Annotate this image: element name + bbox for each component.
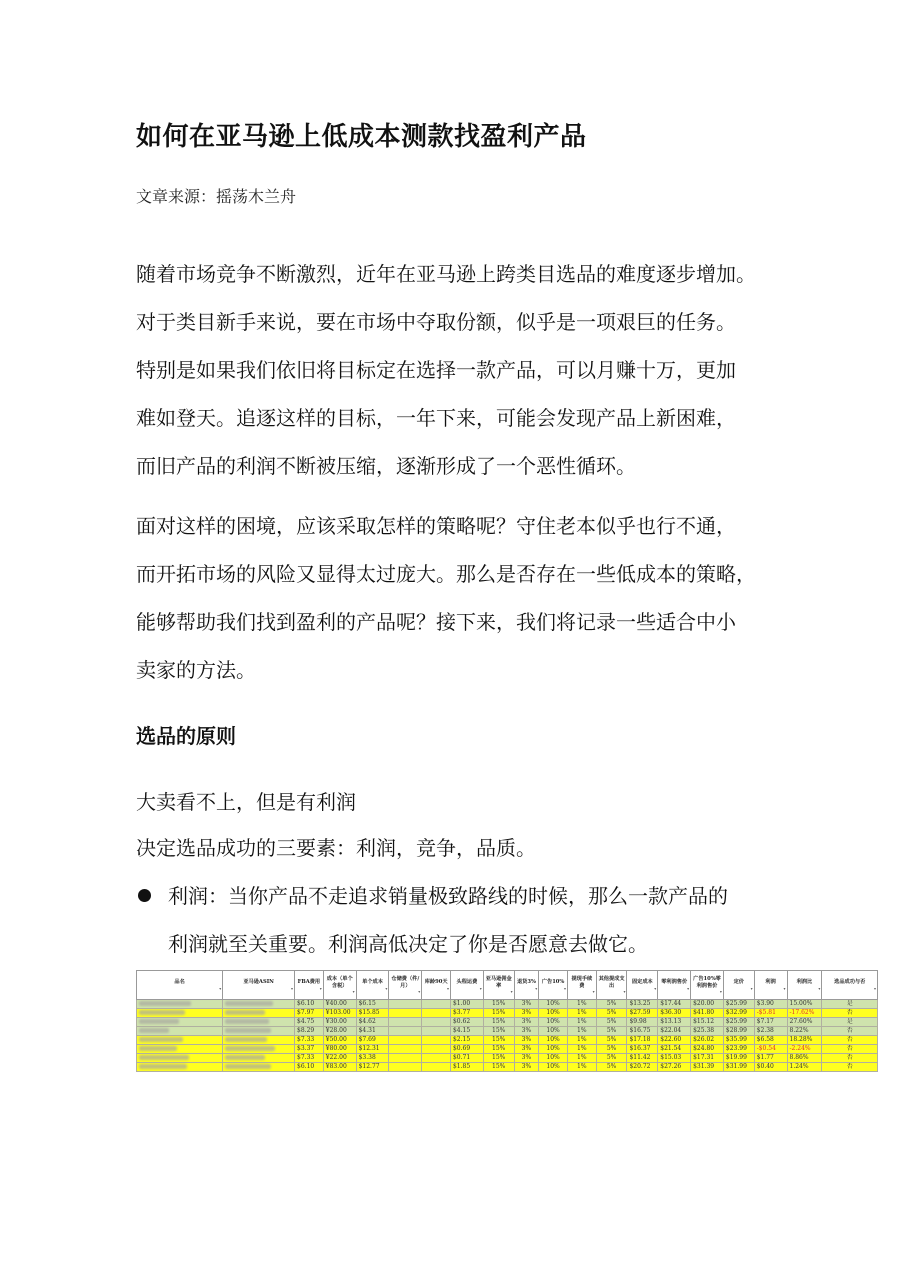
table-cell[interactable]: 5% — [596, 1018, 627, 1027]
table-cell[interactable]: $3.77 — [450, 1009, 483, 1018]
table-cell[interactable]: $4.15 — [450, 1027, 483, 1036]
column-header-label: 亚马逊ASIN — [243, 979, 274, 986]
column-header-label: FBA费用 — [297, 979, 321, 986]
table-cell[interactable] — [389, 1054, 422, 1063]
table-cell[interactable]: $1.00 — [450, 1000, 483, 1009]
table-cell[interactable]: 15% — [483, 1027, 514, 1036]
column-header-label: 品名 — [174, 979, 185, 986]
table-cell[interactable] — [422, 1063, 451, 1072]
table-row — [137, 1054, 878, 1063]
table-cell[interactable]: $23.99 — [723, 1045, 754, 1054]
table-row — [137, 1009, 878, 1018]
table-cell[interactable]: 3% — [514, 1009, 539, 1018]
filter-dropdown-icon[interactable]: ▾ — [750, 985, 753, 991]
bullet-text-line: 利润就至关重要。利润高低决定了你是否愿意去做它。 — [168, 932, 648, 956]
table-body — [137, 1000, 878, 1072]
table-cell[interactable]: 15% — [483, 1045, 514, 1054]
table-cell[interactable]: 1.24% — [787, 1063, 822, 1072]
redacted-text — [225, 1046, 275, 1051]
table-cell[interactable]: 1% — [567, 1009, 596, 1018]
column-header[interactable] — [596, 971, 627, 1000]
table-cell[interactable]: 15% — [483, 1054, 514, 1063]
table-cell[interactable]: $0.62 — [450, 1018, 483, 1027]
table-cell[interactable] — [422, 1054, 451, 1063]
filter-dropdown-icon[interactable]: ▾ — [319, 985, 322, 991]
table-cell[interactable] — [389, 1018, 422, 1027]
redacted-text — [225, 1028, 271, 1033]
table-cell[interactable]: 1% — [567, 1036, 596, 1045]
bullet-dot-icon — [138, 889, 151, 902]
table-cell[interactable]: $16.37 — [627, 1045, 658, 1054]
table-cell[interactable]: 15% — [483, 1036, 514, 1045]
table-cell[interactable] — [389, 1000, 422, 1009]
table-cell[interactable]: $25.38 — [691, 1027, 724, 1036]
filter-dropdown-icon[interactable]: ▾ — [291, 985, 294, 991]
table-cell[interactable]: ¥30.00 — [323, 1018, 356, 1027]
text-line: 随着市场竞争不断激烈，近年在亚马逊上跨类目选品的难度逐步增加。 — [136, 262, 756, 286]
table-cell[interactable] — [389, 1009, 422, 1018]
table-cell[interactable]: $27.59 — [627, 1009, 658, 1018]
redacted-text — [225, 1055, 265, 1060]
filter-dropdown-icon[interactable]: ▾ — [783, 985, 786, 991]
table-cell[interactable]: 否 — [822, 1063, 878, 1072]
text-line: 难如登天。追逐这样的目标，一年下来，可能会发现产品上新困难， — [136, 406, 736, 430]
table-cell[interactable]: 3% — [514, 1000, 539, 1009]
table-cell[interactable]: 3% — [514, 1027, 539, 1036]
table-cell[interactable]: 5% — [596, 1063, 627, 1072]
table-cell[interactable]: $32.99 — [723, 1009, 754, 1018]
table-cell[interactable]: $41.80 — [691, 1009, 724, 1018]
table-cell[interactable] — [223, 1009, 295, 1018]
table-cell[interactable]: 3% — [514, 1036, 539, 1045]
table-cell[interactable]: $17.31 — [691, 1054, 724, 1063]
table-cell[interactable]: 1% — [567, 1054, 596, 1063]
table-cell[interactable]: 10% — [539, 1036, 568, 1045]
table-cell[interactable] — [389, 1036, 422, 1045]
table-cell[interactable] — [422, 1000, 451, 1009]
table-cell[interactable]: ¥28.00 — [323, 1027, 356, 1036]
redacted-text — [225, 1037, 267, 1042]
redacted-text — [139, 1064, 187, 1069]
table-cell[interactable]: $1.85 — [450, 1063, 483, 1072]
table-cell[interactable]: $7.17 — [754, 1018, 787, 1027]
redacted-text — [139, 1037, 183, 1042]
table-cell[interactable]: 15% — [483, 1018, 514, 1027]
table-cell[interactable]: $15.12 — [691, 1018, 724, 1027]
table-cell[interactable]: $2.15 — [450, 1036, 483, 1045]
table-cell[interactable]: -$5.81 — [754, 1009, 787, 1018]
table-row — [137, 1036, 878, 1045]
column-header-label: 提现手续费 — [571, 976, 593, 989]
redacted-text — [139, 1028, 169, 1033]
table-cell[interactable] — [422, 1045, 451, 1054]
table-cell[interactable]: 否 — [822, 1036, 878, 1045]
table-cell[interactable]: 1% — [567, 1027, 596, 1036]
table-cell[interactable] — [422, 1027, 451, 1036]
table-cell[interactable]: 10% — [539, 1027, 568, 1036]
table-cell[interactable] — [137, 1018, 223, 1027]
article-source: 文章来源：摇荡木兰舟 — [136, 187, 297, 206]
table-cell[interactable] — [223, 1000, 295, 1009]
filter-dropdown-icon[interactable]: ▾ — [818, 985, 821, 991]
table-cell[interactable]: 15% — [483, 1009, 514, 1018]
table-cell[interactable]: ¥40.00 — [323, 1000, 356, 1009]
redacted-text — [139, 1046, 177, 1051]
table-cell[interactable]: 15.00% — [787, 1000, 822, 1009]
column-header[interactable] — [514, 971, 539, 1000]
table-cell[interactable]: $15.85 — [356, 1009, 389, 1018]
table-cell[interactable] — [422, 1036, 451, 1045]
text-line: 而旧产品的利润不断被压缩，逐渐形成了一个恶性循环。 — [136, 454, 636, 478]
table-cell[interactable]: $22.04 — [658, 1027, 691, 1036]
paragraph-intro — [136, 250, 786, 490]
column-header[interactable] — [323, 971, 356, 1000]
redacted-text — [225, 1064, 271, 1069]
text-line: 面对这样的困境，应该采取怎样的策略呢？守住老本似乎也行不通， — [136, 514, 736, 538]
table-cell[interactable] — [223, 1027, 295, 1036]
table-cell[interactable]: 10% — [539, 1009, 568, 1018]
filter-dropdown-icon[interactable]: ▾ — [385, 985, 388, 991]
table-row — [137, 1018, 878, 1027]
table-cell[interactable] — [422, 1009, 451, 1018]
table-cell[interactable]: 15% — [483, 1000, 514, 1009]
column-header[interactable] — [137, 971, 223, 1000]
table-cell[interactable]: 5% — [596, 1000, 627, 1009]
table-cell[interactable]: $31.99 — [723, 1063, 754, 1072]
table-cell[interactable]: 是 — [822, 1018, 878, 1027]
table-cell[interactable]: $27.26 — [658, 1063, 691, 1072]
redacted-text — [139, 1001, 191, 1006]
table-cell[interactable]: 3% — [514, 1063, 539, 1072]
redacted-text — [139, 1055, 189, 1060]
table-cell[interactable]: $25.99 — [723, 1018, 754, 1027]
table-cell[interactable] — [137, 1009, 223, 1018]
table-row — [137, 1063, 878, 1072]
table-cell[interactable]: $20.00 — [691, 1000, 724, 1009]
table-cell[interactable]: $6.10 — [295, 1000, 324, 1009]
table-cell[interactable]: 10% — [539, 1018, 568, 1027]
column-header[interactable] — [539, 971, 568, 1000]
table-cell[interactable]: 否 — [822, 1027, 878, 1036]
filter-dropdown-icon[interactable]: ▾ — [687, 985, 690, 991]
table-cell[interactable]: -$0.54 — [754, 1045, 787, 1054]
filter-dropdown-icon[interactable]: ▾ — [719, 989, 722, 994]
table-cell[interactable]: 5% — [596, 1045, 627, 1054]
table-cell[interactable]: $3.37 — [295, 1045, 324, 1054]
table-cell[interactable]: 1% — [567, 1018, 596, 1027]
filter-dropdown-icon[interactable]: ▾ — [352, 989, 355, 994]
column-header-label: 退货3% — [516, 979, 536, 986]
table-cell[interactable]: $4.75 — [295, 1018, 324, 1027]
table-cell[interactable]: 15% — [483, 1063, 514, 1072]
text-line: 卖家的方法。 — [136, 658, 256, 682]
table-cell[interactable]: $7.33 — [295, 1054, 324, 1063]
bullet-text-line: 利润：当你产品不走追求销量极致路线的时候，那么一款产品的 — [168, 884, 728, 908]
table-row — [137, 1027, 878, 1036]
table-cell[interactable]: $4.62 — [356, 1018, 389, 1027]
table-cell[interactable] — [137, 1027, 223, 1036]
filter-dropdown-icon[interactable]: ▾ — [563, 985, 566, 991]
text-line: 特别是如果我们依旧将目标定在选择一款产品，可以月赚十万，更加 — [136, 358, 736, 382]
table-cell[interactable] — [137, 1036, 223, 1045]
principle-line: 大卖看不上，但是有利润 — [136, 790, 356, 814]
column-header-label: 利润比 — [796, 979, 813, 986]
table-cell[interactable]: $6.15 — [356, 1000, 389, 1009]
table-cell[interactable]: $3.38 — [356, 1054, 389, 1063]
table-cell[interactable] — [137, 1063, 223, 1072]
table-cell[interactable]: $6.58 — [754, 1036, 787, 1045]
column-header[interactable] — [223, 971, 295, 1000]
table-cell[interactable]: $25.99 — [723, 1000, 754, 1009]
table-cell[interactable]: $0.69 — [450, 1045, 483, 1054]
spreadsheet-table — [136, 970, 878, 1072]
table-cell[interactable]: ¥50.00 — [323, 1036, 356, 1045]
table-header-row — [137, 971, 878, 1000]
table-cell[interactable]: $15.03 — [658, 1054, 691, 1063]
table-cell[interactable]: $20.72 — [627, 1063, 658, 1072]
table-cell[interactable]: 3% — [514, 1045, 539, 1054]
filter-dropdown-icon[interactable]: ▾ — [219, 985, 222, 991]
column-header-label: 库龄90天 — [424, 979, 448, 986]
table-cell[interactable]: 27.60% — [787, 1018, 822, 1027]
table-cell[interactable] — [422, 1018, 451, 1027]
column-header-label: 利润 — [765, 979, 776, 986]
column-header[interactable] — [627, 971, 658, 1000]
table-cell[interactable]: $12.77 — [356, 1063, 389, 1072]
column-header-label: 选品成功与否 — [834, 979, 866, 986]
table-cell[interactable]: 1% — [567, 1063, 596, 1072]
column-header[interactable] — [658, 971, 691, 1000]
table-cell[interactable]: $13.25 — [627, 1000, 658, 1009]
column-header-label: 仓储费（件/月） — [391, 976, 420, 989]
table-cell[interactable]: 否 — [822, 1054, 878, 1063]
table-cell[interactable]: 10% — [539, 1000, 568, 1009]
table-cell[interactable]: 8.86% — [787, 1054, 822, 1063]
three-factors-line: 决定选品成功的三要素：利润，竞争，品质。 — [136, 836, 536, 860]
table-cell[interactable]: 是 — [822, 1000, 878, 1009]
column-header-label: 单个成本 — [362, 979, 383, 986]
table-cell[interactable]: 5% — [596, 1027, 627, 1036]
table-cell[interactable]: $17.18 — [627, 1036, 658, 1045]
column-header[interactable] — [567, 971, 596, 1000]
table-cell[interactable]: $16.75 — [627, 1027, 658, 1036]
redacted-text — [225, 1001, 273, 1006]
column-header[interactable] — [450, 971, 483, 1000]
column-header[interactable] — [754, 971, 787, 1000]
filter-dropdown-icon[interactable]: ▾ — [446, 985, 449, 991]
table-cell[interactable] — [223, 1045, 295, 1054]
column-header[interactable] — [295, 971, 324, 1000]
table-cell[interactable]: 8.22% — [787, 1027, 822, 1036]
table-cell[interactable] — [223, 1036, 295, 1045]
table-cell[interactable]: $3.90 — [754, 1000, 787, 1009]
column-header-label: 零利润售价 — [661, 979, 688, 986]
table-cell[interactable]: -2.24% — [787, 1045, 822, 1054]
table-cell[interactable]: $26.02 — [691, 1036, 724, 1045]
column-header[interactable] — [787, 971, 822, 1000]
column-header-label: 其他提成支出 — [598, 976, 625, 989]
table-cell[interactable]: $36.30 — [658, 1009, 691, 1018]
column-header[interactable] — [356, 971, 389, 1000]
table-cell[interactable] — [389, 1027, 422, 1036]
filter-dropdown-icon[interactable]: ▾ — [535, 985, 538, 991]
table-row — [137, 1045, 878, 1054]
table-cell[interactable]: 5% — [596, 1036, 627, 1045]
text-line: 对于类目新手来说，要在市场中夺取份额，似乎是一项艰巨的任务。 — [136, 310, 736, 334]
table-cell[interactable] — [389, 1045, 422, 1054]
table-cell[interactable]: $7.69 — [356, 1036, 389, 1045]
table-cell[interactable]: $2.38 — [754, 1027, 787, 1036]
column-header-label: 亚马逊佣金率 — [485, 976, 512, 989]
table-cell[interactable]: $7.33 — [295, 1036, 324, 1045]
paragraph-strategy — [136, 502, 786, 694]
table-cell[interactable] — [137, 1054, 223, 1063]
table-cell[interactable]: -17.62% — [787, 1009, 822, 1018]
table-cell[interactable]: 10% — [539, 1054, 568, 1063]
table-cell[interactable]: $8.29 — [295, 1027, 324, 1036]
redacted-text — [139, 1010, 185, 1015]
table-cell[interactable]: $19.99 — [723, 1054, 754, 1063]
table-cell[interactable]: ¥103.00 — [323, 1009, 356, 1018]
table-cell[interactable]: $21.54 — [658, 1045, 691, 1054]
column-header[interactable] — [389, 971, 422, 1000]
table-cell[interactable]: 5% — [596, 1054, 627, 1063]
table-cell[interactable] — [223, 1018, 295, 1027]
table-cell[interactable]: $0.40 — [754, 1063, 787, 1072]
table-cell[interactable]: $13.13 — [658, 1018, 691, 1027]
table-cell[interactable] — [137, 1000, 223, 1009]
column-header-label: 定价 — [733, 979, 744, 986]
table-cell[interactable]: 5% — [596, 1009, 627, 1018]
column-header[interactable] — [422, 971, 451, 1000]
table-cell[interactable]: $1.77 — [754, 1054, 787, 1063]
column-header-label: 头程运费 — [456, 979, 478, 986]
table-row — [137, 1000, 878, 1009]
filter-dropdown-icon[interactable]: ▾ — [510, 989, 513, 994]
column-header[interactable] — [822, 971, 878, 1000]
table-cell[interactable]: 10% — [539, 1045, 568, 1054]
table-cell[interactable] — [389, 1063, 422, 1072]
table-cell[interactable]: $17.44 — [658, 1000, 691, 1009]
article-title: 如何在亚马逊上低成本测款找盈利产品 — [136, 122, 587, 152]
table-cell[interactable]: $11.42 — [627, 1054, 658, 1063]
table-cell[interactable]: $28.99 — [723, 1027, 754, 1036]
bullet-profit — [136, 872, 728, 968]
filter-dropdown-icon[interactable]: ▾ — [592, 989, 595, 994]
column-header[interactable] — [723, 971, 754, 1000]
table-cell[interactable]: 否 — [822, 1045, 878, 1054]
column-header-label: 成本（单个含税） — [326, 976, 353, 989]
table-cell[interactable]: 1% — [567, 1000, 596, 1009]
section-heading: 选品的原则 — [136, 724, 236, 748]
table-cell[interactable] — [223, 1054, 295, 1063]
table-cell[interactable]: ¥80.00 — [323, 1045, 356, 1054]
table-cell[interactable]: $35.99 — [723, 1036, 754, 1045]
filter-dropdown-icon[interactable]: ▾ — [873, 985, 876, 991]
column-header[interactable] — [483, 971, 514, 1000]
filter-dropdown-icon[interactable]: ▾ — [654, 985, 657, 991]
redacted-text — [139, 1019, 179, 1024]
table-cell[interactable]: $4.31 — [356, 1027, 389, 1036]
redacted-text — [225, 1010, 265, 1015]
table-cell[interactable]: $7.97 — [295, 1009, 324, 1018]
table-cell[interactable]: ¥83.00 — [323, 1063, 356, 1072]
table-cell[interactable]: $12.31 — [356, 1045, 389, 1054]
table-cell[interactable]: ¥22.00 — [323, 1054, 356, 1063]
table-cell[interactable]: $0.71 — [450, 1054, 483, 1063]
product-selection-table — [136, 970, 878, 1072]
table-cell[interactable]: $9.98 — [627, 1018, 658, 1027]
column-header-label: 广告10% — [541, 979, 565, 986]
table-cell[interactable]: 3% — [514, 1018, 539, 1027]
column-header-label: 固定成本 — [631, 979, 653, 986]
table-cell[interactable]: $6.10 — [295, 1063, 324, 1072]
column-header[interactable] — [691, 971, 724, 1000]
table-cell[interactable]: 3% — [514, 1054, 539, 1063]
text-line: 能够帮助我们找到盈利的产品呢？接下来，我们将记录一些适合中小 — [136, 610, 736, 634]
table-cell[interactable]: 10% — [539, 1063, 568, 1072]
table-cell[interactable]: $22.60 — [658, 1036, 691, 1045]
text-line: 而开拓市场的风险又显得太过庞大。那么是否存在一些低成本的策略， — [136, 562, 756, 586]
filter-dropdown-icon[interactable]: ▾ — [479, 985, 482, 991]
table-cell[interactable]: 否 — [822, 1009, 878, 1018]
table-cell[interactable]: 1% — [567, 1045, 596, 1054]
filter-dropdown-icon[interactable]: ▾ — [418, 989, 421, 994]
column-header-label: 广告10%零利润售价 — [693, 976, 721, 989]
redacted-text — [225, 1019, 269, 1024]
table-cell[interactable]: $31.39 — [691, 1063, 724, 1072]
table-cell[interactable] — [223, 1063, 295, 1072]
table-cell[interactable]: 18.28% — [787, 1036, 822, 1045]
filter-dropdown-icon[interactable]: ▾ — [623, 989, 626, 994]
table-cell[interactable] — [137, 1045, 223, 1054]
table-cell[interactable]: $24.80 — [691, 1045, 724, 1054]
